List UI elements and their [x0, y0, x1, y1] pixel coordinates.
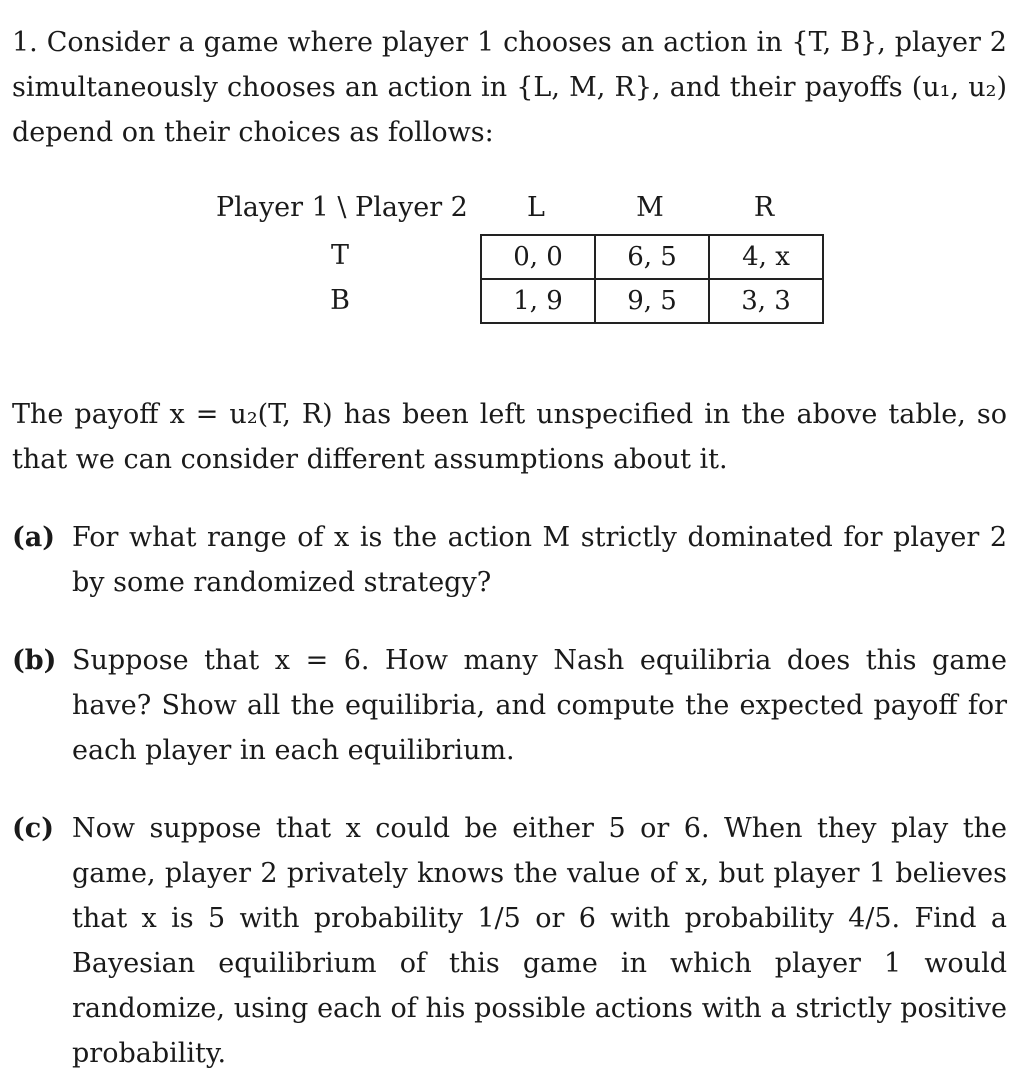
part-b-text: Suppose that x = 6. How many Nash equilibria does this game have? Show all the equilibria, and compute the expected payoff for each player in each equilibrium.	[72, 645, 1007, 766]
row-header-t: T	[330, 240, 349, 271]
part-a	[12, 515, 1007, 605]
row-header-b: B	[330, 285, 350, 316]
payoff-table	[480, 234, 824, 324]
payoff-cell-t-m: 6, 5	[595, 235, 709, 279]
payoff-cell-b-l: 1, 9	[481, 279, 595, 323]
column-header-l: L	[527, 192, 545, 223]
payoff-cell-t-r: 4, x	[709, 235, 823, 279]
column-header-m: M	[636, 192, 664, 223]
corner-label: Player 1 \ Player 2	[216, 192, 468, 223]
part-a-text: For what range of x is the action M strictly dominated for player 2 by some randomized strategy?	[72, 522, 1007, 598]
problem-intro: 1. Consider a game where player 1 chooses an action in {T, B}, player 2 simultaneously chooses an action in {L, M, R}, and their payoffs (u₁, u₂) depend on their choices as follows:	[12, 27, 1007, 148]
table-row	[481, 235, 823, 279]
payoff-matrix	[12, 192, 1007, 392]
payoff-header-row	[12, 192, 1007, 232]
part-c-text: Now suppose that x could be either 5 or 6. When they play the game, player 2 privately knows the value of x, but player 1 believes that x is 5 with probability 1/5 or 6 with probability 4/5. Find a Bayesian equilibrium of this game in which player 1 would randomize, using each of his possible actions with a strictly positive probability.	[72, 813, 1007, 1069]
part-c-label: (c)	[12, 813, 54, 844]
column-header-r: R	[753, 192, 775, 223]
part-c	[12, 806, 1007, 1076]
payoff-cell-t-l: 0, 0	[481, 235, 595, 279]
table-row	[481, 279, 823, 323]
part-a-label: (a)	[12, 522, 56, 553]
part-b	[12, 638, 1007, 773]
payoff-cell-b-r: 3, 3	[709, 279, 823, 323]
part-b-label: (b)	[12, 645, 57, 676]
problem-page	[12, 20, 1007, 1076]
payoff-cell-b-m: 9, 5	[595, 279, 709, 323]
payoff-note: The payoff x = u₂(T, R) has been left unspecified in the above table, so that we can consider different assumptions about it.	[12, 399, 1007, 475]
